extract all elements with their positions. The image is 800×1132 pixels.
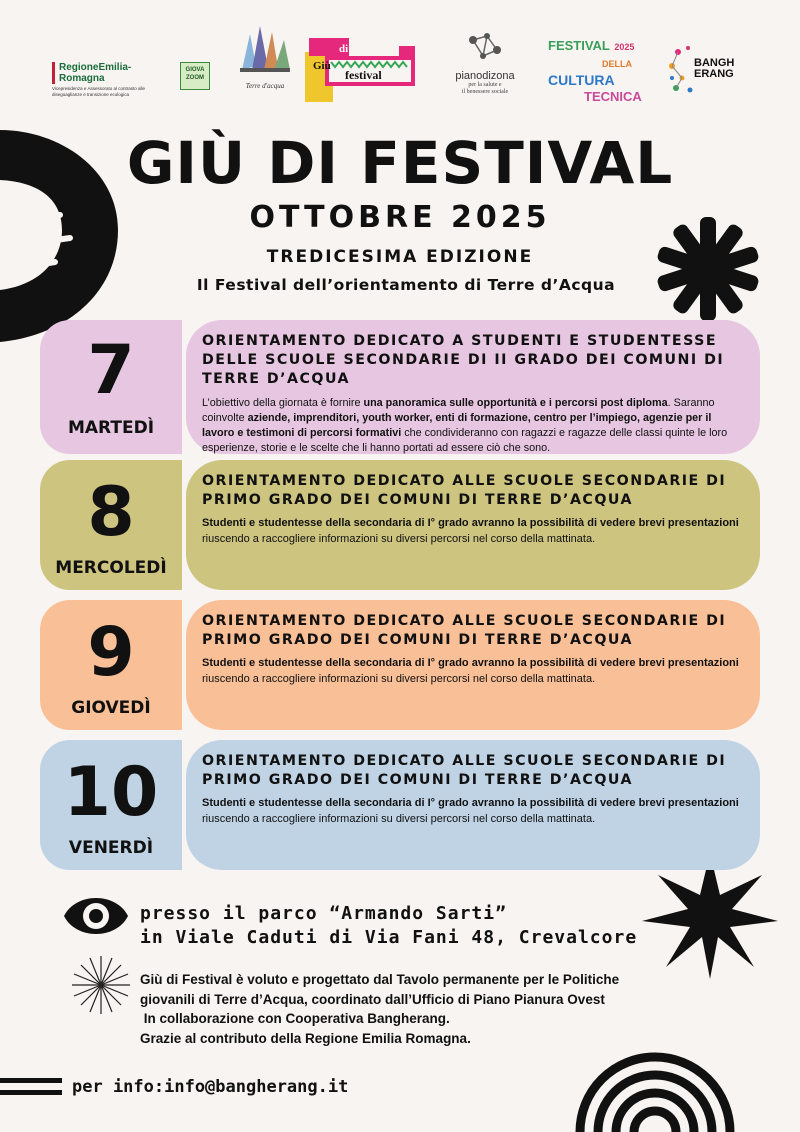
logo-regione-sub: Vicepresidenza e Assessorato al contrasto alle diseguaglianze e transizione ecologica bbox=[52, 86, 145, 97]
location-line1: presso il parco “Armando Sarti” bbox=[140, 903, 507, 924]
desc-text: riuscendo a raccogliere informazioni su diversi percorsi nel corso della mattinata. bbox=[202, 812, 596, 825]
network-icon bbox=[465, 30, 505, 64]
day-description bbox=[202, 656, 744, 687]
desc-text: riuscendo a raccogliere informazioni su diversi percorsi nel corso della mattinata. bbox=[202, 672, 596, 685]
desc-text: che condivideranno con ragazzi e ragazze delle classi quinte le loro esperienze, storie e le scelte che li hanno portati ad essere ciò che sono. bbox=[202, 427, 728, 454]
credits-line4: Grazie al contributo della Regione Emilia Romagna. bbox=[140, 1030, 471, 1046]
desc-bold: Studenti e studentesse della secondaria di I° grado avranno la possibilità di vedere brevi presentazioni bbox=[202, 657, 739, 669]
page-title: GIÙ DI FESTIVAL bbox=[126, 129, 674, 197]
day-heading: ORIENTAMENTO DEDICATO ALLE SCUOLE SECONDARIE DI PRIMO GRADO DEI COMUNI DI TERRE D’ACQUA bbox=[202, 613, 727, 648]
desc-text: . Saranno coinvolte bbox=[202, 397, 715, 424]
day-heading: ORIENTAMENTO DEDICATO ALLE SCUOLE SECONDARIE DI PRIMO GRADO DEI COMUNI DI TERRE D’ACQUA bbox=[202, 753, 727, 788]
logo-bangherang bbox=[668, 44, 752, 94]
event-month: OTTOBRE 2025 bbox=[249, 200, 551, 235]
day-card-8-info bbox=[186, 460, 760, 590]
credits-text bbox=[140, 970, 660, 1048]
credits-line3: In collaborazione con Cooperativa Bangherang. bbox=[140, 1011, 450, 1026]
desc-bold: Studenti e studentesse della secondaria di I° grado avranno la possibilità di vedere brevi presentazioni bbox=[202, 517, 739, 529]
day-weekday: GIOVEDÌ bbox=[71, 698, 151, 718]
day-weekday: VENERDÌ bbox=[68, 838, 154, 858]
logo-piano-name: pianodizona bbox=[455, 70, 515, 82]
logo-zoom-line2: ZOOM bbox=[186, 75, 204, 81]
day-description bbox=[202, 396, 744, 456]
logo-fct-year: 2025 bbox=[614, 42, 635, 52]
day-number: 7 bbox=[87, 331, 135, 410]
logo-terre-name: Terre d'acqua bbox=[245, 82, 285, 90]
logo-giu-l1: Giù bbox=[313, 60, 331, 72]
logo-zoom-line1: GIOVA bbox=[185, 67, 205, 73]
location-line2: in Viale Caduti di Via Fani 48, Crevalcore bbox=[140, 927, 638, 948]
logo-piano-sub1: per la salute e bbox=[468, 82, 502, 88]
logo-fct-l2: DELLA bbox=[602, 59, 632, 69]
terre-skyline-icon bbox=[236, 20, 294, 76]
logo-piano-sub2: il benessere sociale bbox=[461, 89, 509, 95]
logo-bang-l1: BANGH bbox=[694, 57, 735, 69]
day-card-7-date bbox=[40, 320, 182, 454]
contact-info[interactable]: per info:info@bangherang.it bbox=[72, 1077, 349, 1097]
edition-label: TREDICESIMA EDIZIONE bbox=[266, 247, 534, 267]
logo-regione-emilia-romagna bbox=[52, 62, 172, 98]
logo-terre-dacqua bbox=[236, 20, 294, 100]
logo-piano-di-zona bbox=[442, 30, 528, 100]
logo-fct-l3: CULTURA bbox=[548, 72, 615, 88]
day-card-10-date bbox=[40, 740, 182, 870]
eye-icon bbox=[62, 888, 130, 944]
logo-regione-name: RegioneEmilia-Romagna bbox=[52, 62, 172, 84]
day-card-8-date bbox=[40, 460, 182, 590]
desc-text: riuscendo a raccogliere informazioni su diversi percorsi nel corso della mattinata. bbox=[202, 532, 596, 545]
logo-giu-di-festival bbox=[305, 38, 415, 102]
logo-bang-l2: ERANG bbox=[694, 68, 734, 80]
stripe-icon bbox=[0, 1076, 64, 1100]
day-number: 8 bbox=[87, 473, 135, 552]
credits-line1: Giù di Festival è voluto e progettato dal Tavolo permanente per le Politiche bbox=[140, 972, 620, 987]
credits-line2: giovanili di Terre d’Acqua, coordinato dall’Ufficio di Piano Pianura Ovest bbox=[140, 991, 605, 1007]
day-card-7-info bbox=[186, 320, 760, 454]
day-description bbox=[202, 516, 744, 547]
logo-fct-l4: TECNICA bbox=[584, 89, 642, 104]
logo-giovazoom bbox=[180, 62, 210, 90]
logo-giu-l3: festival bbox=[345, 68, 382, 82]
logo-fct-l1: FESTIVAL bbox=[548, 38, 610, 53]
festival-subtitle: Il Festival dell’orientamento di Terre d’Acqua bbox=[196, 276, 616, 294]
event-location bbox=[140, 902, 637, 950]
desc-bold: Studenti e studentesse della secondaria di I° grado avranno la possibilità di vedere brevi presentazioni bbox=[202, 797, 739, 809]
logo-bangherang-name bbox=[694, 58, 734, 80]
day-card-9-date bbox=[40, 600, 182, 730]
logo-festival-cultura-tecnica bbox=[548, 38, 652, 104]
desc-text: L’obiettivo della giornata è fornire bbox=[202, 397, 364, 409]
day-card-9-info bbox=[186, 600, 760, 730]
day-description bbox=[202, 796, 744, 827]
desc-bold: aziende, imprenditori, youth worker, enti di formazione, centro per l’impiego, agenzie per il lavoro e testimoni di percorsi formativi bbox=[202, 412, 712, 439]
day-number: 9 bbox=[87, 613, 135, 692]
starburst-outline-icon bbox=[70, 954, 132, 1016]
day-weekday: MERCOLEDÌ bbox=[55, 558, 167, 578]
day-heading: ORIENTAMENTO DEDICATO ALLE SCUOLE SECONDARIE DI PRIMO GRADO DEI COMUNI DI TERRE D’ACQUA bbox=[202, 473, 727, 508]
day-weekday: MARTEDÌ bbox=[67, 418, 155, 438]
desc-bold: una panoramica sulle opportunità e i percorsi post diploma bbox=[363, 397, 668, 409]
day-heading: ORIENTAMENTO DEDICATO A STUDENTI E STUDENTESSE DELLE SCUOLE SECONDARIE DI II GRADO DEI COMUNI DI TERRE D’ACQUA bbox=[202, 333, 725, 387]
logo-giu-l2: di bbox=[339, 43, 349, 55]
day-number: 10 bbox=[63, 753, 159, 832]
day-card-10-info bbox=[186, 740, 760, 870]
